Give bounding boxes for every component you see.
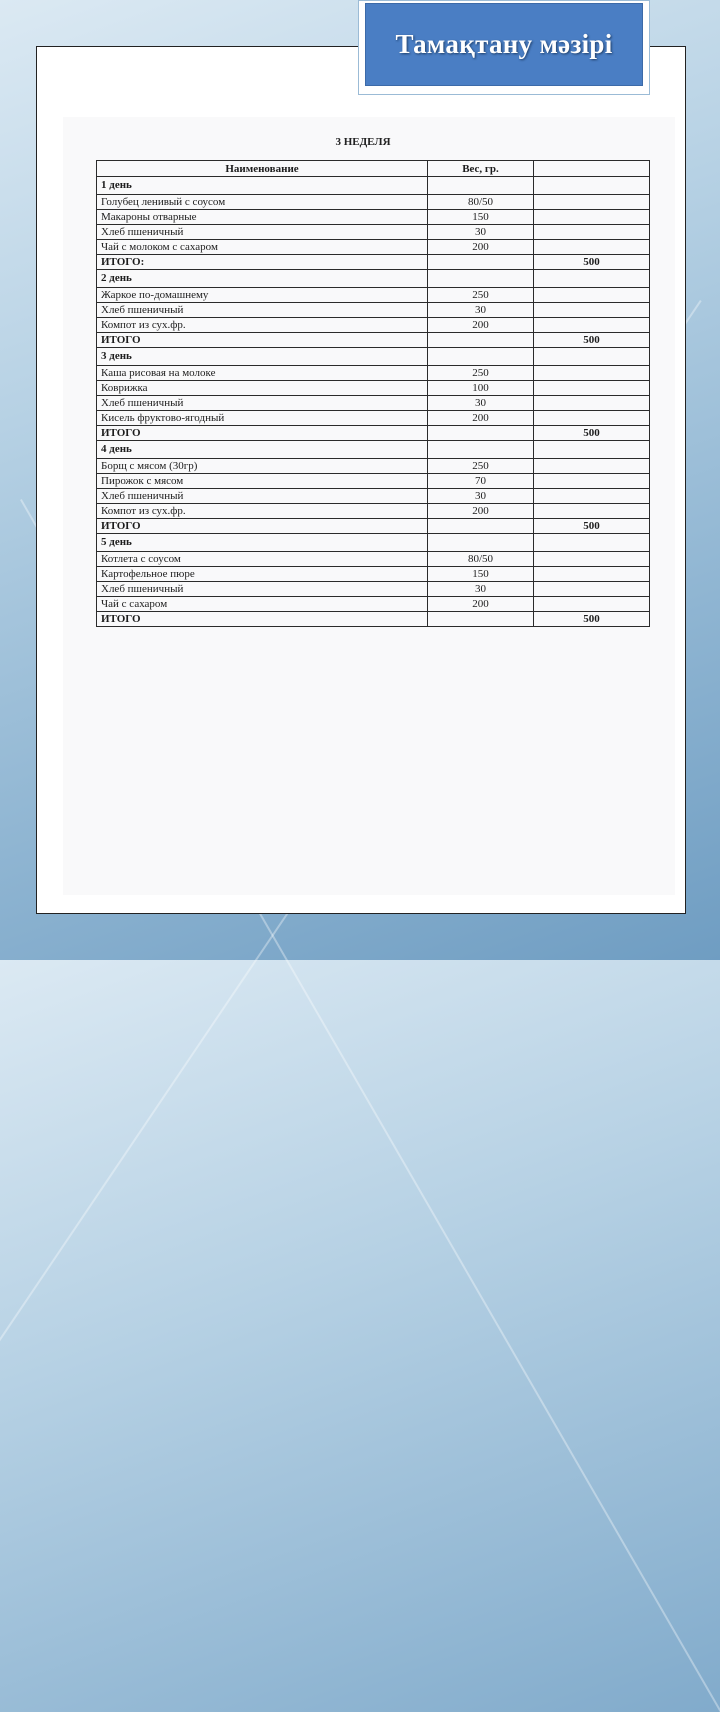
day-row (97, 534, 650, 552)
empty-cell (428, 519, 534, 534)
dish-name: Хлеб пшеничный (97, 582, 428, 597)
empty-cell (534, 225, 650, 240)
total-value: 500 (534, 426, 650, 441)
dish-name: Котлета с соусом (97, 552, 428, 567)
dish-weight: 200 (428, 504, 534, 519)
empty-cell (428, 348, 534, 366)
empty-cell (534, 552, 650, 567)
table-row (97, 474, 650, 489)
dish-weight: 200 (428, 597, 534, 612)
total-row (97, 426, 650, 441)
total-label: ИТОГО (97, 612, 428, 627)
table-row (97, 597, 650, 612)
dish-weight: 200 (428, 318, 534, 333)
day-label: 3 день (97, 348, 428, 366)
dish-name: Макароны отварные (97, 210, 428, 225)
empty-cell (534, 366, 650, 381)
table-row (97, 552, 650, 567)
dish-name: Хлеб пшеничный (97, 396, 428, 411)
dish-name: Жаркое по-домашнему (97, 288, 428, 303)
total-value: 500 (534, 333, 650, 348)
total-row (97, 612, 650, 627)
empty-cell (534, 411, 650, 426)
day-row (97, 177, 650, 195)
table-header-row (97, 161, 650, 177)
total-row (97, 333, 650, 348)
dish-weight: 200 (428, 411, 534, 426)
table-row (97, 288, 650, 303)
empty-cell (534, 504, 650, 519)
table-row (97, 567, 650, 582)
dish-weight: 200 (428, 240, 534, 255)
total-label: ИТОГО (97, 426, 428, 441)
empty-cell (534, 597, 650, 612)
table-row (97, 396, 650, 411)
dish-name: Кисель фруктово-ягодный (97, 411, 428, 426)
empty-cell (428, 426, 534, 441)
empty-cell (534, 396, 650, 411)
menu-table-body (97, 177, 650, 627)
table-row (97, 504, 650, 519)
dish-weight: 100 (428, 381, 534, 396)
dish-name: Каша рисовая на молоке (97, 366, 428, 381)
dish-weight: 30 (428, 396, 534, 411)
dish-weight: 30 (428, 303, 534, 318)
empty-cell (534, 177, 650, 195)
total-label: ИТОГО (97, 333, 428, 348)
empty-cell (428, 177, 534, 195)
dish-name: Картофельное пюре (97, 567, 428, 582)
empty-cell (534, 441, 650, 459)
dish-name: Коврижка (97, 381, 428, 396)
day-row (97, 270, 650, 288)
empty-cell (428, 612, 534, 627)
day-label: 5 день (97, 534, 428, 552)
empty-cell (534, 348, 650, 366)
header-weight: Вес, гр. (428, 161, 534, 177)
table-row (97, 240, 650, 255)
empty-cell (534, 582, 650, 597)
dish-name: Хлеб пшеничный (97, 489, 428, 504)
table-row (97, 381, 650, 396)
total-label: ИТОГО (97, 519, 428, 534)
total-value: 500 (534, 519, 650, 534)
dish-name: Чай с молоком с сахаром (97, 240, 428, 255)
dish-name: Компот из сух.фр. (97, 504, 428, 519)
dish-name: Пирожок с мясом (97, 474, 428, 489)
total-value: 500 (534, 612, 650, 627)
week-heading: 3 НЕДЕЛЯ (335, 136, 391, 148)
dish-weight: 30 (428, 225, 534, 240)
total-row (97, 255, 650, 270)
empty-cell (428, 255, 534, 270)
empty-cell (534, 288, 650, 303)
empty-cell (534, 474, 650, 489)
header-name: Наименование (97, 161, 428, 177)
dish-name: Чай с сахаром (97, 597, 428, 612)
scanned-menu-document (63, 117, 675, 895)
dish-weight: 150 (428, 567, 534, 582)
header-extra (534, 161, 650, 177)
empty-cell (534, 303, 650, 318)
table-row (97, 195, 650, 210)
dish-weight: 250 (428, 459, 534, 474)
total-label: ИТОГО: (97, 255, 428, 270)
empty-cell (534, 459, 650, 474)
day-row (97, 441, 650, 459)
total-value: 500 (534, 255, 650, 270)
menu-table (96, 160, 650, 627)
day-row (97, 348, 650, 366)
empty-cell (534, 240, 650, 255)
table-row (97, 303, 650, 318)
total-row (97, 519, 650, 534)
empty-cell (534, 318, 650, 333)
empty-cell (534, 210, 650, 225)
dish-weight: 150 (428, 210, 534, 225)
empty-cell (428, 270, 534, 288)
empty-cell (534, 534, 650, 552)
dish-weight: 80/50 (428, 195, 534, 210)
empty-cell (428, 333, 534, 348)
title-banner-fill (365, 3, 643, 86)
dish-weight: 30 (428, 582, 534, 597)
table-row (97, 366, 650, 381)
table-row (97, 318, 650, 333)
empty-cell (534, 567, 650, 582)
title-banner (358, 0, 650, 95)
table-row (97, 459, 650, 474)
dish-name: Хлеб пшеничный (97, 225, 428, 240)
table-row (97, 225, 650, 240)
table-row (97, 210, 650, 225)
empty-cell (428, 534, 534, 552)
empty-cell (534, 270, 650, 288)
dish-weight: 80/50 (428, 552, 534, 567)
table-row (97, 489, 650, 504)
empty-cell (534, 195, 650, 210)
dish-name: Голубец ленивый с соусом (97, 195, 428, 210)
dish-name: Компот из сух.фр. (97, 318, 428, 333)
table-row (97, 411, 650, 426)
dish-name: Хлеб пшеничный (97, 303, 428, 318)
dish-weight: 250 (428, 366, 534, 381)
day-label: 4 день (97, 441, 428, 459)
table-row (97, 582, 650, 597)
day-label: 2 день (97, 270, 428, 288)
day-label: 1 день (97, 177, 428, 195)
empty-cell (534, 381, 650, 396)
empty-cell (534, 489, 650, 504)
dish-weight: 30 (428, 489, 534, 504)
slide-title: Тамақтану мәзірі (395, 29, 613, 59)
dish-weight: 250 (428, 288, 534, 303)
dish-weight: 70 (428, 474, 534, 489)
empty-cell (428, 441, 534, 459)
dish-name: Борщ с мясом (30гр) (97, 459, 428, 474)
